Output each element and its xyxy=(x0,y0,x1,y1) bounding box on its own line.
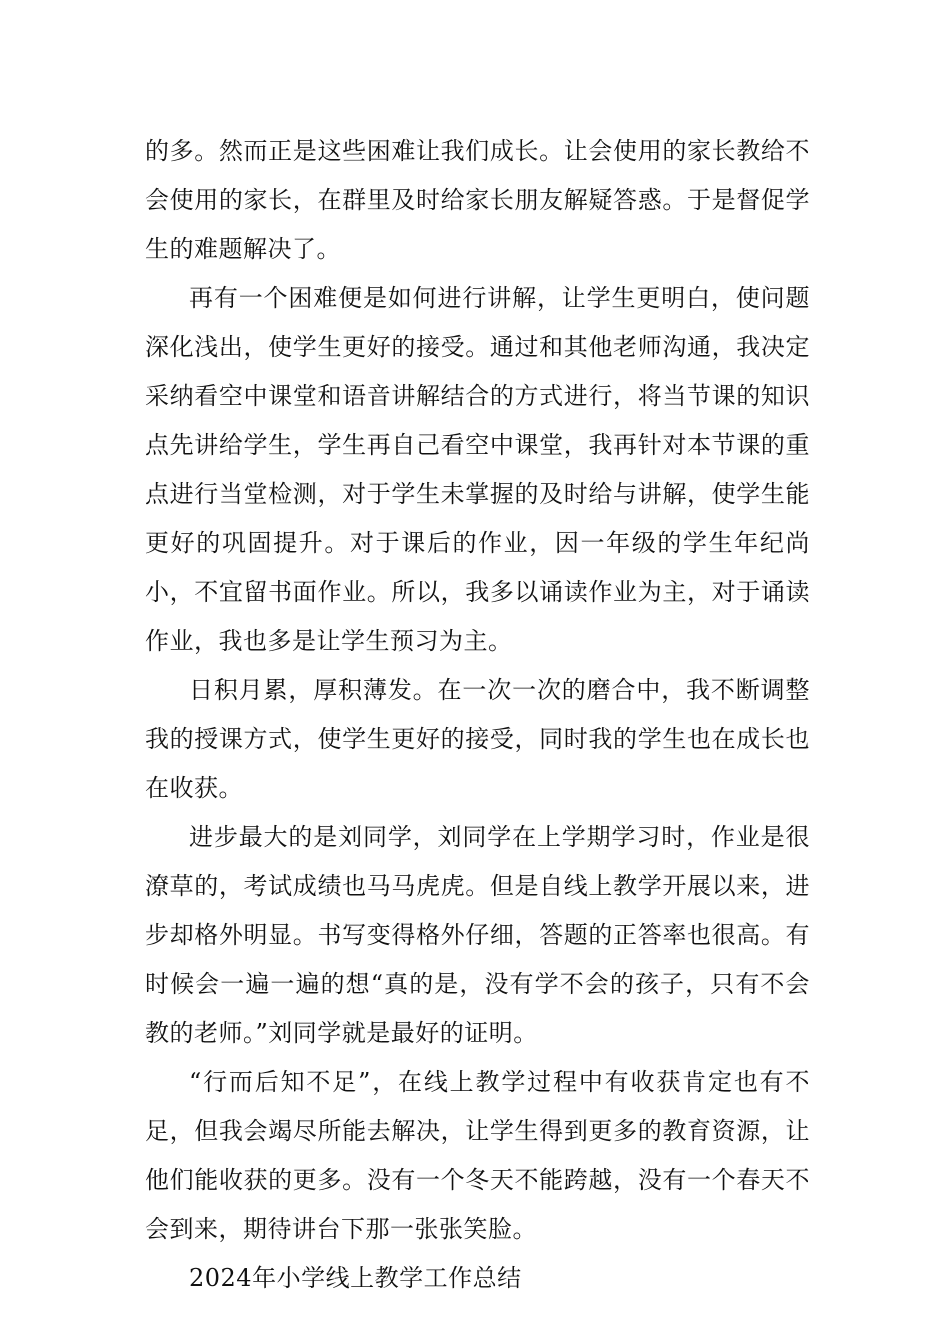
next-section-title: 2024年小学线上教学工作总结 xyxy=(189,1264,522,1292)
document-body xyxy=(145,127,810,1303)
paragraph-continuation: 的多。然而正是这些困难让我们成长。让会使用的家长教给不会使用的家长，在群里及时给家长朋友解疑答惑。于是督促学生的难题解决了。 xyxy=(145,137,810,263)
paragraph-conclusion: “行而后知不足”，在线上教学过程中有收获肯定也有不足，但我会竭尽所能去解决，让学生得到更多的教育资源，让他们能收获的更多。没有一个冬天不能跨越，没有一个春天不会到来，期待讲台下那一张张笑脸。 xyxy=(145,1068,810,1243)
paragraph-accumulation: 日积月累，厚积薄发。在一次一次的磨合中，我不断调整我的授课方式，使学生更好的接受，同时我的学生也在成长也在收获。 xyxy=(145,676,810,802)
paragraph-student-progress: 进步最大的是刘同学，刘同学在上学期学习时，作业是很潦草的，考试成绩也马马虎虎。但是自线上教学开展以来，进步却格外明显。书写变得格外仔细，答题的正答率也很高。有时候会一遍一遍的想“真的是，没有学不会的孩子，只有不会教的老师。”刘同学就是最好的证明。 xyxy=(145,823,810,1047)
paragraph-explanation-difficulty: 再有一个困难便是如何进行讲解，让学生更明白，使问题深化浅出，使学生更好的接受。通过和其他老师沟通，我决定采纳看空中课堂和语音讲解结合的方式进行，将当节课的知识点先讲给学生，学生再自己看空中课堂，我再针对本节课的重点进行当堂检测，对于学生未掌握的及时给与讲解，使学生能更好的巩固提升。对于课后的作业，因一年级的学生年纪尚小，不宜留书面作业。所以，我多以诵读作业为主，对于诵读作业，我也多是让学生预习为主。 xyxy=(145,284,810,655)
